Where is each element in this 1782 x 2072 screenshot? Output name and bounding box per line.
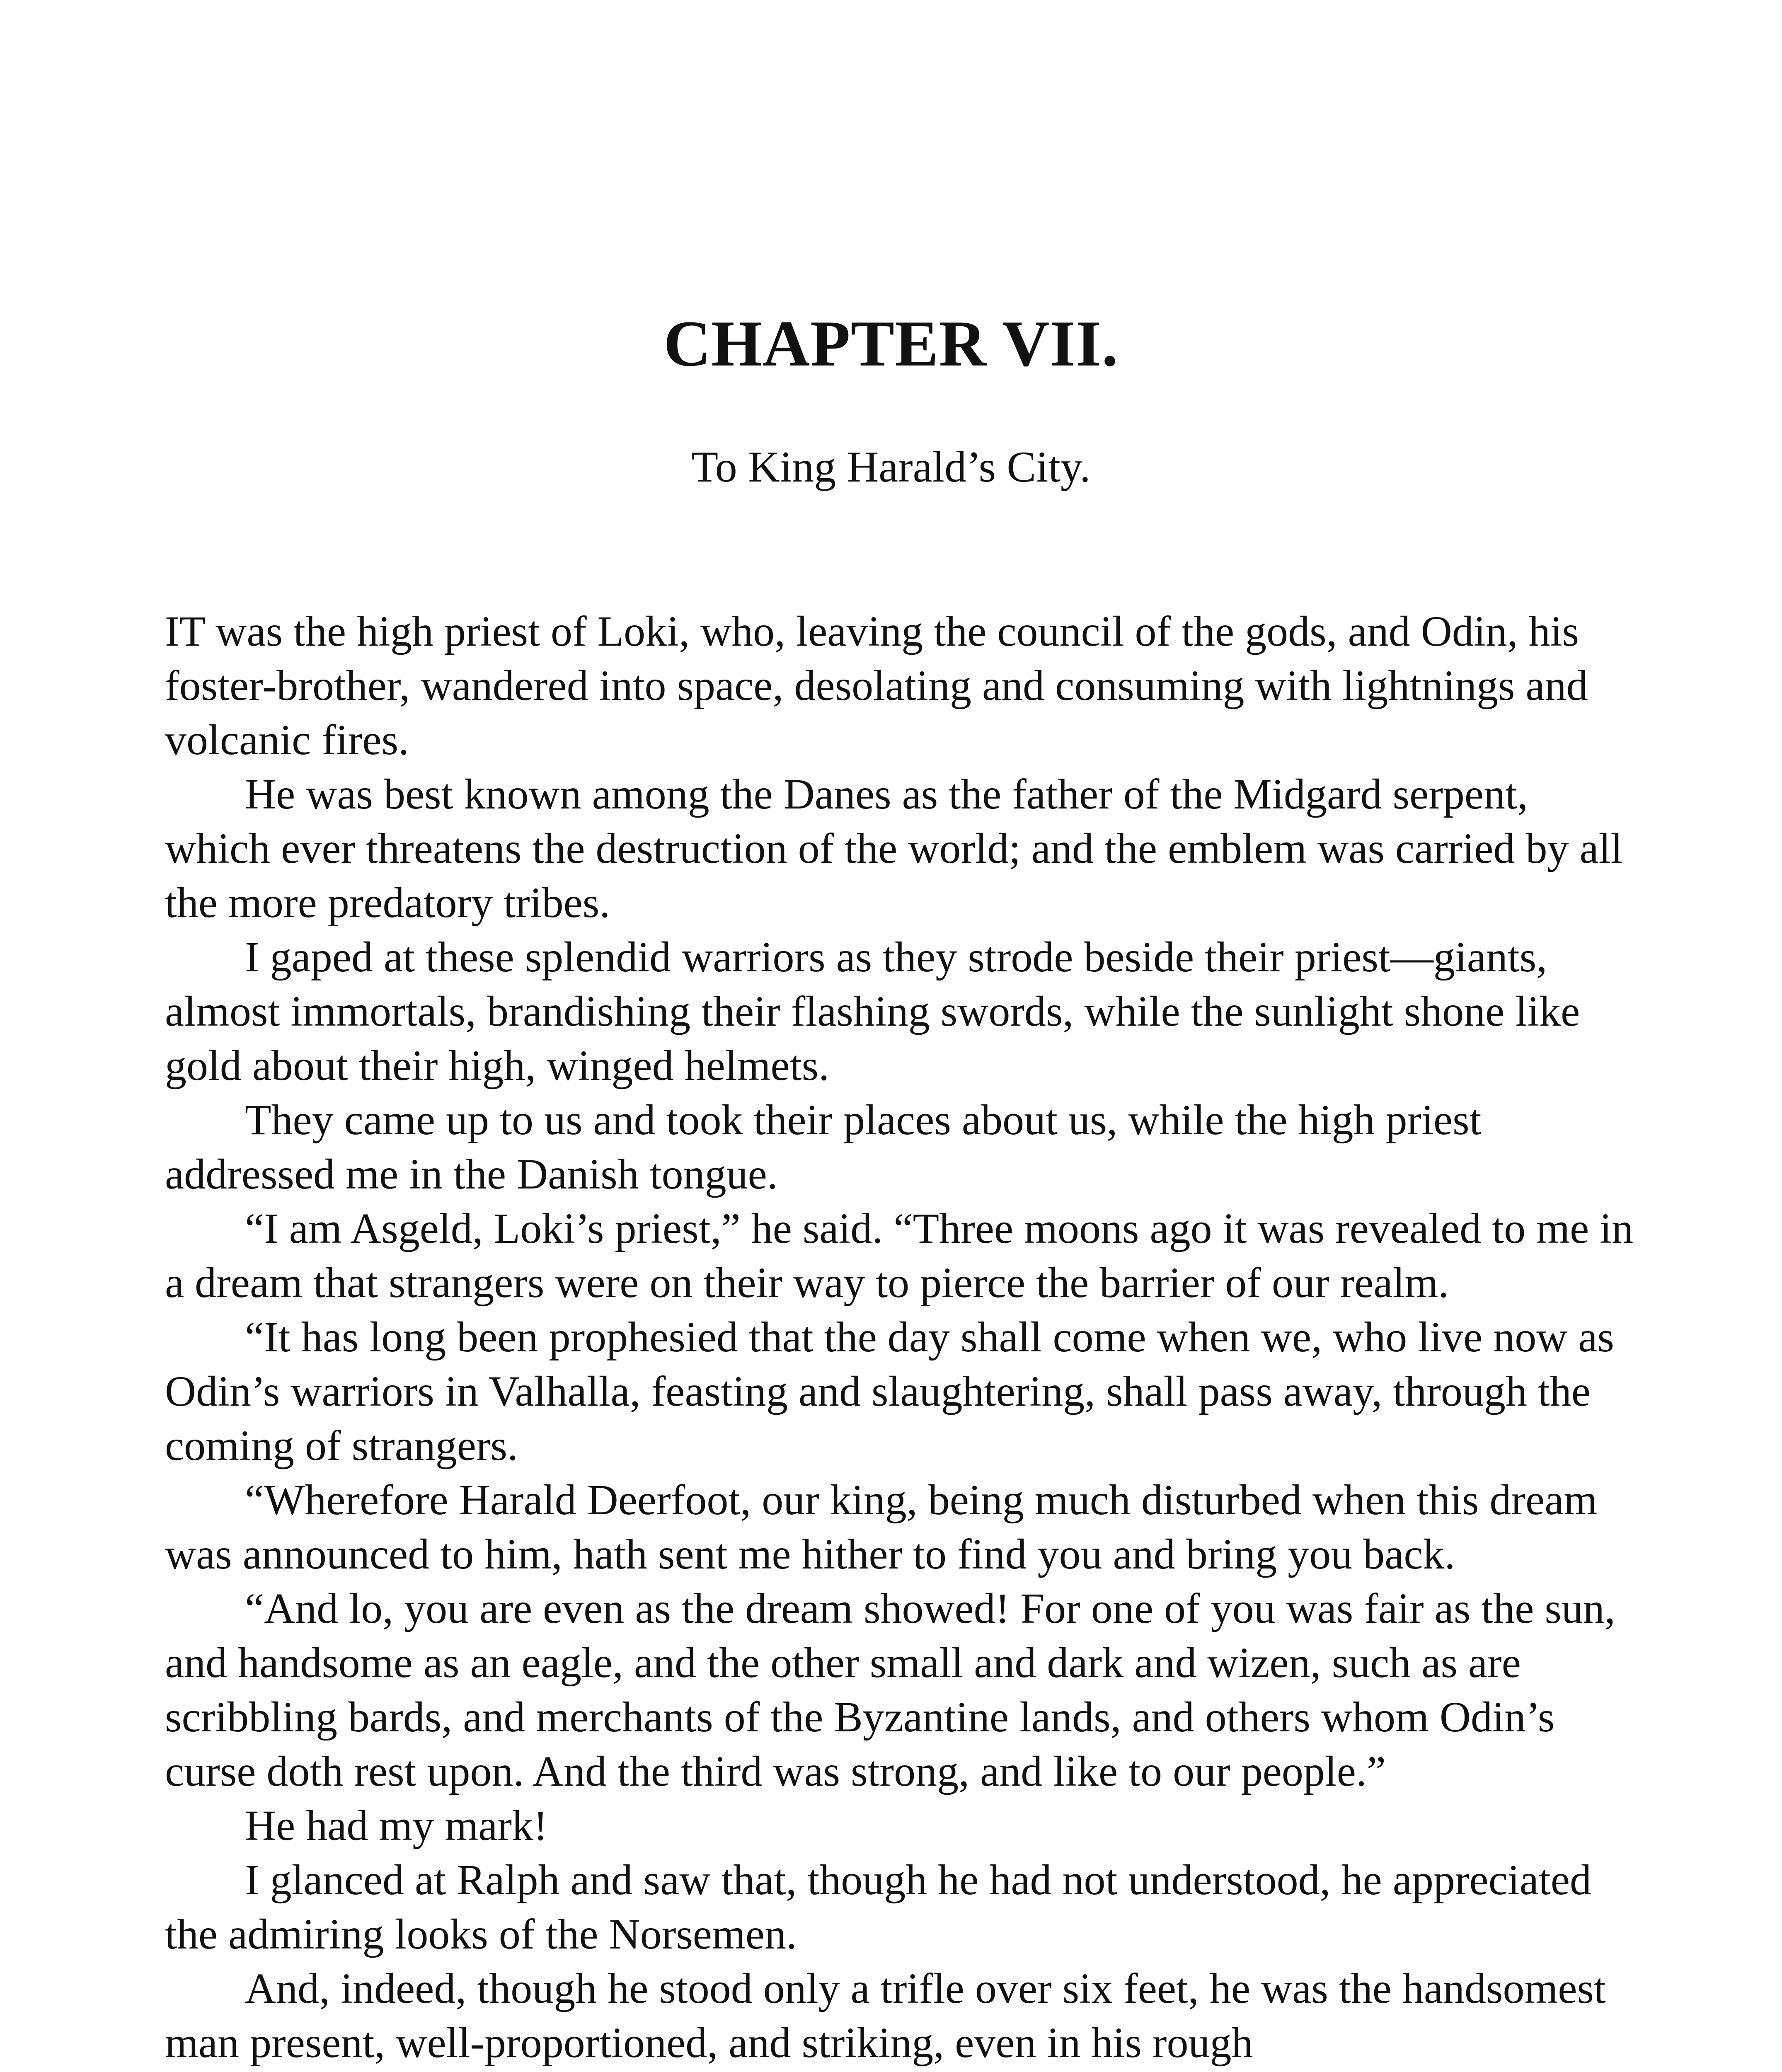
- chapter-body: [165, 604, 1634, 2070]
- chapter-subtitle: To King Harald’s City.: [691, 443, 1091, 491]
- paragraph: I gaped at these splendid warriors as they strode beside their priest—giants, almost immortals, brandishing their flashing swords, while the sunlight shone like gold about their high, winged helmets.: [165, 933, 1580, 1089]
- paragraph: They came up to us and took their places about us, while the high priest addressed me in the Danish tongue.: [165, 1096, 1482, 1198]
- paragraph: “And lo, you are even as the dream showed! For one of you was fair as the sun, and handsome as an eagle, and the other small and dark and wizen, such as are scribbling bards, and merchants of the Byzantine lands, and others whom Odin’s curse doth rest upon. And the third was strong, and like to our people.”: [165, 1585, 1615, 1795]
- paragraph: “Wherefore Harald Deerfoot, our king, being much disturbed when this dream was announced to him, hath sent me hither to find you and bring you back.: [165, 1476, 1598, 1578]
- paragraph: And, indeed, though he stood only a trifle over six feet, he was the handsomest man present, well-proportioned, and striking, even in his rough: [165, 1965, 1606, 2067]
- paragraph: “It has long been prophesied that the day shall come when we, who live now as Odin’s warriors in Valhalla, feasting and slaughtering, shall pass away, through the coming of strangers.: [165, 1313, 1614, 1469]
- paragraph: “I am Asgeld, Loki’s priest,” he said. “Three moons ago it was revealed to me in a dream that strangers were on their way to pierce the barrier of our realm.: [165, 1205, 1634, 1307]
- paragraph: He was best known among the Danes as the father of the Midgard serpent, which ever threatens the destruction of the world; and the emblem was carried by all the more predatory tribes.: [165, 770, 1623, 927]
- paragraph: I glanced at Ralph and saw that, though he had not understood, he appreciated the admiring looks of the Norsemen.: [165, 1856, 1591, 1958]
- chapter-title: CHAPTER VII.: [663, 307, 1119, 380]
- paragraph: IT was the high priest of Loki, who, leaving the council of the gods, and Odin, his foster-brother, wandered into space, desolating and consuming with lightnings and volcanic fires.: [165, 608, 1588, 764]
- paragraph: He had my mark!: [245, 1802, 548, 1849]
